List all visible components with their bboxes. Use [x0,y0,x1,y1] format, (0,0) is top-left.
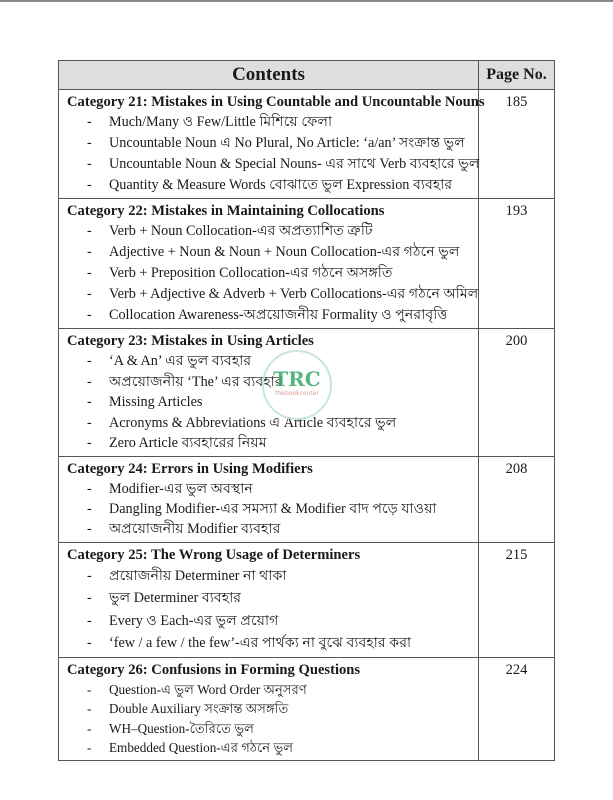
item-text: Modifier-এর ভুল অবস্থান [109,480,253,497]
category-title: Category 23: Mistakes in Using Articles [67,333,314,349]
item-text: প্রয়োজনীয় Determiner না থাকা [109,567,287,584]
category-row [59,90,555,199]
item-text: Acronyms & Abbreviations এ Article ব্যবহারে ভুল [109,414,397,431]
item-text: Every ও Each-এর ভুল প্রয়োগ [109,612,279,629]
item-text: Embedded Question-এর গঠনে ভুল [109,740,294,755]
list-item [67,175,478,196]
list-item [67,479,478,499]
bullet-dash: - [87,720,92,736]
bullet-dash: - [87,612,92,629]
contents-table [58,60,555,761]
list-item [67,565,478,588]
bullet-dash: - [87,635,92,651]
category-cell [59,90,485,199]
bullet-dash: - [87,286,92,302]
item-text: Question-এ ভুল Word Order অনুসরণ [109,681,307,697]
item-text: Double Auxiliary সংক্রান্ত অসঙ্গতি [109,701,289,716]
category-row [59,199,555,329]
bullet-dash: - [87,373,92,390]
item-text: ‘few / a few / the few’-এর পার্থক্য না বুঝে ব্যবহার করা [109,635,412,651]
list-item [67,305,478,326]
category-title: Category 22: Mistakes in Maintaining Collocations [67,203,385,219]
list-item [67,699,478,719]
bullet-dash: - [87,353,92,369]
list-item [67,263,478,284]
list-item [67,242,478,263]
item-text: Zero Article ব্যবহারের নিয়ম [109,435,267,451]
bullet-dash: - [87,114,92,130]
bullet-dash: - [87,520,92,537]
item-text: Collocation Awareness-অপ্রয়োজনীয় Formality ও পুনরাবৃত্তি [109,307,448,323]
bullet-dash: - [87,480,92,497]
page-number: 200 [479,329,555,457]
list-item [67,221,478,242]
category-cell [59,456,479,542]
item-text: ভুল Determiner ব্যবহার [109,590,242,606]
item-text: অপ্রয়োজনীয় ‘The’ এর ব্যবহার [109,373,283,390]
page-number-header: Page No. [479,61,555,90]
list-item [67,719,478,739]
bullet-dash: - [87,701,92,716]
item-text: Uncountable Noun এ No Plural, No Article: ‘a/an’ সংক্রান্ত ভুল [109,135,465,151]
list-item [67,499,478,519]
category-row [59,456,555,542]
item-text: Adjective + Noun & Noun + Noun Collocation-এর গঠনে ভুল [109,244,460,260]
category-title: Category 25: The Wrong Usage of Determiners [67,546,361,563]
list-item [67,133,478,154]
item-text: Dangling Modifier-এর সমস্যা & Modifier বাদ পড়ে যাওয়া [109,500,437,517]
bullet-dash: - [87,590,92,606]
bullet-dash: - [87,177,92,193]
list-item [67,413,478,434]
category-row [59,542,555,657]
item-text: Verb + Noun Collocation-এর অপ্রত্যাশিত ত্রুটি [109,223,373,239]
bullet-dash: - [87,223,92,239]
item-text: Much/Many ও Few/Little মিশিয়ে ফেলা [109,114,333,130]
bullet-dash: - [87,500,92,517]
list-item [67,372,478,393]
category-title: Category 26: Confusions in Forming Questions [67,661,361,678]
bullet-dash: - [87,567,92,584]
list-item [67,587,478,610]
bullet-dash: - [87,265,92,281]
item-text: Missing Articles [109,394,203,410]
list-item [67,351,478,372]
list-item [67,392,478,413]
list-item [67,154,478,175]
bullet-dash: - [87,681,92,697]
item-text: Quantity & Measure Words বোঝাতে ভুল Expression ব্যবহার [109,177,453,193]
item-text: WH–Question-তৈরিতে ভুল [109,720,254,736]
bullet-dash: - [87,435,92,451]
list-item [67,680,478,700]
page-number: 215 [479,542,555,657]
list-item [67,284,478,305]
item-text: Uncountable Noun & Special Nouns- এর সাথে Verb ব্যবহারে ভুল [109,156,480,172]
table-header-row [59,61,555,90]
item-text: Verb + Preposition Collocation-এর গঠনে অসঙ্গতি [109,265,393,281]
watermark-sub-text: thebookcenter [275,390,319,397]
category-title: Category 21: Mistakes in Using Countable and Uncountable Nouns [67,94,485,110]
item-text: ‘A & An’ এর ভুল ব্যবহার [109,353,252,369]
category-row [59,657,555,760]
bullet-dash: - [87,244,92,260]
bullet-dash: - [87,394,92,410]
category-cell [59,542,479,657]
category-cell [59,329,479,457]
page-number: 224 [479,657,555,760]
bullet-dash: - [87,156,92,172]
bullet-dash: - [87,740,92,755]
category-cell [59,657,479,760]
category-row [59,329,555,457]
page-number: 185 [479,90,555,199]
list-item [67,519,478,539]
bullet-dash: - [87,135,92,151]
item-text: Verb + Adjective & Adverb + Verb Collocations-এর গঠনে অমিল [109,286,479,302]
list-item [67,738,478,758]
item-text: অপ্রয়োজনীয় Modifier ব্যবহার [109,520,281,537]
contents-header: Contents [59,61,479,90]
bullet-dash: - [87,307,92,323]
list-item [67,112,478,133]
page-number: 193 [479,199,555,329]
top-rule [0,0,613,2]
list-item [67,632,478,655]
category-cell [59,199,479,329]
bullet-dash: - [87,414,92,431]
page-number: 208 [479,456,555,542]
category-title: Category 24: Errors in Using Modifiers [67,460,313,477]
watermark-logo-text: TRC [273,367,321,391]
list-item [67,610,478,633]
list-item [67,433,478,454]
